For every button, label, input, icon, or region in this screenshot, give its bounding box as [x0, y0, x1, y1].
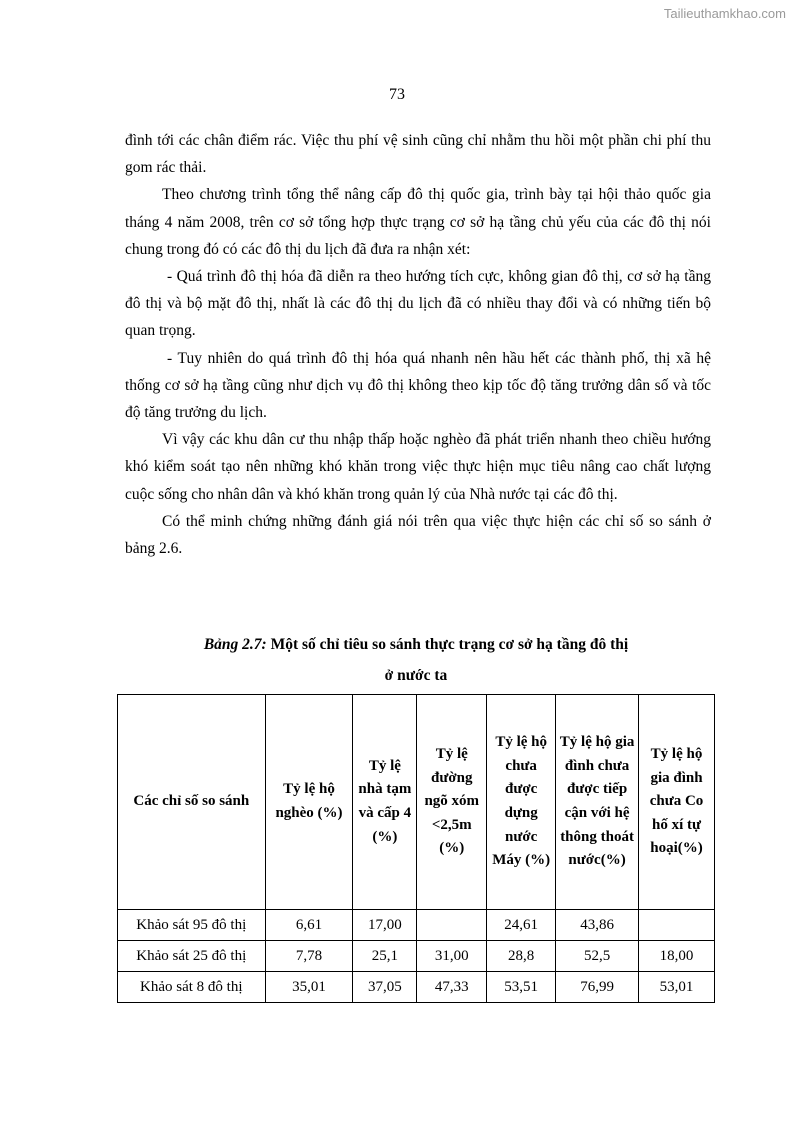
bullet-paragraph: - Tuy nhiên do quá trình đô thị hóa quá nhanh nên hầu hết các thành phố, thị xã hệ thống cơ sở hạ tầng cũng như dịch vụ đô thị không theo kịp tốc độ tăng trưởng dân số và tốc độ tăng trưởng du lịch. — [125, 349, 711, 422]
watermark: Tailieuthamkhao.com — [663, 6, 786, 21]
table-cell: 25,1 — [353, 941, 417, 972]
table-cell: 18,00 — [639, 941, 715, 972]
bullet-paragraph: - Quá trình đô thị hóa đã diễn ra theo hướng tích cực, không gian đô thị, cơ sở hạ tầng đô thị và bộ mặt đô thị, nhất là các đô thị du lịch đã có nhiều thay đổi và có những tiến bộ quan trọng. — [125, 268, 711, 340]
table-caption-title: Một số chỉ tiêu so sánh thực trạng cơ sở hạ tầng đô thị — [270, 636, 629, 653]
table-cell: 76,99 — [556, 972, 639, 1003]
table-row — [118, 972, 715, 1003]
table-row — [118, 941, 715, 972]
table-cell: Khảo sát 95 đô thị — [118, 910, 266, 941]
table-cell: 53,51 — [487, 972, 556, 1003]
paragraph: Có thể minh chứng những đánh giá nói trên qua việc thực hiện các chỉ số so sánh ở bảng 2.6. — [125, 512, 711, 558]
table-cell: 28,8 — [487, 941, 556, 972]
paragraph: đình tới các chân điểm rác. Việc thu phí vệ sinh cũng chỉ nhằm thu hồi một phần chi phí thu gom rác thải. — [125, 132, 711, 177]
table-cell: 43,86 — [556, 910, 639, 941]
table-cell: 35,01 — [265, 972, 353, 1003]
table-cell: 52,5 — [556, 941, 639, 972]
column-header: Tỷ lệ nhà tạm và cấp 4 (%) — [353, 695, 417, 910]
table-cell: 17,00 — [353, 910, 417, 941]
table-cell: Khảo sát 25 đô thị — [118, 941, 266, 972]
column-header: Tỷ lệ hộ nghèo (%) — [265, 695, 353, 910]
paragraph: Theo chương trình tổng thể nâng cấp đô thị quốc gia, trình bày tại hội thảo quốc gia tháng 4 năm 2008, trên cơ sở tổng hợp thực trạng cơ sở hạ tầng chủ yếu của các đô thị nói chung trong đó có các đô thị du lịch đã đưa ra nhận xét: — [125, 186, 711, 258]
paragraph: Vì vậy các khu dân cư thu nhập thấp hoặc nghèo đã phát triển nhanh theo chiều hướng khó kiểm soát tạo nên những khó khăn trong việc thực hiện mục tiêu nâng cao chất lượng cuộc sống cho nhân dân và khó khăn trong quản lý của Nhà nước tại các đô thị. — [125, 431, 711, 503]
table-cell — [417, 910, 487, 941]
column-header: Các chỉ số so sánh — [118, 695, 266, 910]
table-cell — [639, 910, 715, 941]
table-cell: 37,05 — [353, 972, 417, 1003]
table-caption — [118, 636, 714, 654]
table-cell: Khảo sát 8 đô thị — [118, 972, 266, 1003]
table-header-row — [118, 695, 715, 910]
body-text — [125, 127, 711, 562]
table-cell: 53,01 — [639, 972, 715, 1003]
comparison-table — [117, 694, 715, 1003]
column-header: Tỷ lệ hộ gia đình chưa được tiếp cận với hệ thông thoát nước(%) — [556, 695, 639, 910]
column-header: Tỷ lệ hộ chưa được dựng nước Máy (%) — [487, 695, 556, 910]
table-row — [118, 910, 715, 941]
column-header: Tỷ lệ đường ngõ xóm <2,5m (%) — [417, 695, 487, 910]
table-cell: 47,33 — [417, 972, 487, 1003]
page-number: 73 — [389, 86, 405, 103]
column-header: Tỷ lệ hộ gia đình chưa Co hố xí tự hoại(%) — [639, 695, 715, 910]
table-caption-label: Bảng 2.7: — [203, 636, 267, 653]
table-cell: 31,00 — [417, 941, 487, 972]
table-cell: 24,61 — [487, 910, 556, 941]
table-caption-line2: ở nước ta — [384, 667, 448, 684]
table-cell: 7,78 — [265, 941, 353, 972]
table-cell: 6,61 — [265, 910, 353, 941]
